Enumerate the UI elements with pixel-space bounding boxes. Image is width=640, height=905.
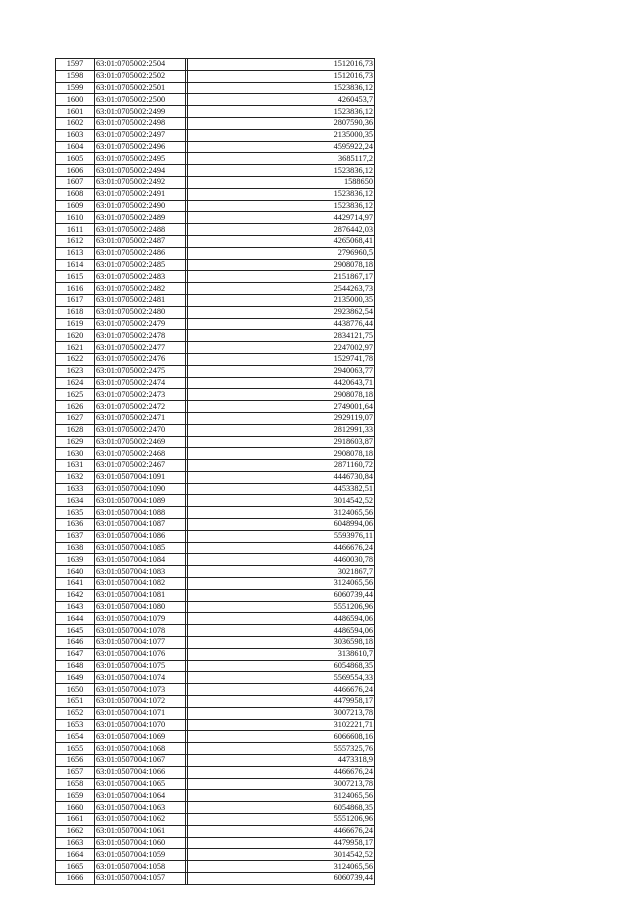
row-number-cell: 1598 [56, 70, 95, 82]
cadastral-value-cell: 1512016,73 [188, 59, 375, 71]
cadastral-number-cell: 63:01:0507004:1069 [95, 731, 186, 743]
cadastral-number-cell: 63:01:0705002:2485 [95, 259, 186, 271]
cadastral-number-cell: 63:01:0507004:1074 [95, 672, 186, 684]
row-number-cell: 1638 [56, 542, 95, 554]
row-number-cell: 1633 [56, 483, 95, 495]
table-row [56, 271, 375, 283]
row-number-cell: 1647 [56, 648, 95, 660]
table-row [56, 436, 375, 448]
cadastral-number-cell: 63:01:0507004:1081 [95, 589, 186, 601]
row-number-cell: 1622 [56, 353, 95, 365]
cadastral-number-cell: 63:01:0705002:2475 [95, 365, 186, 377]
table-row [56, 117, 375, 129]
row-number-cell: 1640 [56, 566, 95, 578]
cadastral-value-cell: 3138610,7 [188, 648, 375, 660]
cadastral-number-cell: 63:01:0507004:1089 [95, 495, 186, 507]
row-number-cell: 1615 [56, 271, 95, 283]
table-row [56, 483, 375, 495]
row-number-cell: 1601 [56, 106, 95, 118]
row-number-cell: 1604 [56, 141, 95, 153]
cadastral-number-cell: 63:01:0507004:1063 [95, 802, 186, 814]
row-number-cell: 1658 [56, 778, 95, 790]
cadastral-number-cell: 63:01:0507004:1091 [95, 471, 186, 483]
cadastral-number-cell: 63:01:0507004:1082 [95, 578, 186, 590]
table-row [56, 106, 375, 118]
table-row [56, 94, 375, 106]
table-row [56, 578, 375, 590]
cadastral-value-cell: 2918603,87 [188, 436, 375, 448]
row-number-cell: 1662 [56, 825, 95, 837]
table-row [56, 814, 375, 826]
row-number-cell: 1635 [56, 507, 95, 519]
cadastral-number-cell: 63:01:0705002:2491 [95, 188, 186, 200]
table-row [56, 743, 375, 755]
cadastral-number-cell: 63:01:0705002:2479 [95, 318, 186, 330]
cadastral-number-cell: 63:01:0705002:2488 [95, 224, 186, 236]
row-number-cell: 1609 [56, 200, 95, 212]
cadastral-value-cell: 4466676,24 [188, 766, 375, 778]
cadastral-number-cell: 63:01:0507004:1085 [95, 542, 186, 554]
cadastral-number-cell: 63:01:0507004:1062 [95, 814, 186, 826]
cadastral-value-cell: 6060739,44 [188, 872, 375, 884]
cadastral-number-cell: 63:01:0705002:2482 [95, 283, 186, 295]
table-row [56, 365, 375, 377]
table-row [56, 306, 375, 318]
table-row [56, 377, 375, 389]
row-number-cell: 1617 [56, 294, 95, 306]
cadastral-number-cell: 63:01:0705002:2502 [95, 70, 186, 82]
table-row [56, 719, 375, 731]
cadastral-number-cell: 63:01:0507004:1060 [95, 837, 186, 849]
cadastral-value-cell: 5557325,76 [188, 743, 375, 755]
cadastral-value-cell: 2871160,72 [188, 460, 375, 472]
cadastral-number-cell: 63:01:0507004:1070 [95, 719, 186, 731]
cadastral-value-cell: 1523836,12 [188, 106, 375, 118]
row-number-cell: 1630 [56, 448, 95, 460]
cadastral-value-cell: 1523836,12 [188, 200, 375, 212]
row-number-cell: 1660 [56, 802, 95, 814]
cadastral-number-cell: 63:01:0507004:1058 [95, 861, 186, 873]
cadastral-number-cell: 63:01:0705002:2497 [95, 129, 186, 141]
row-number-cell: 1600 [56, 94, 95, 106]
cadastral-value-cell: 4486594,06 [188, 613, 375, 625]
cadastral-number-cell: 63:01:0705002:2468 [95, 448, 186, 460]
cadastral-number-cell: 63:01:0507004:1061 [95, 825, 186, 837]
cadastral-number-cell: 63:01:0705002:2494 [95, 165, 186, 177]
row-number-cell: 1627 [56, 412, 95, 424]
cadastral-number-cell: 63:01:0705002:2487 [95, 235, 186, 247]
cadastral-number-cell: 63:01:0705002:2498 [95, 117, 186, 129]
cadastral-value-cell: 2544263,73 [188, 283, 375, 295]
cadastral-value-cell: 3007213,78 [188, 778, 375, 790]
table-body [56, 59, 375, 885]
cadastral-value-cell: 1523836,12 [188, 82, 375, 94]
cadastral-value-cell: 4460030,78 [188, 554, 375, 566]
table-row [56, 342, 375, 354]
cadastral-number-cell: 63:01:0705002:2473 [95, 389, 186, 401]
table-row [56, 188, 375, 200]
cadastral-value-cell: 3124065,56 [188, 578, 375, 590]
cadastral-value-cell: 2876442,03 [188, 224, 375, 236]
cadastral-value-cell: 3124065,56 [188, 507, 375, 519]
cadastral-value-cell: 4595922,24 [188, 141, 375, 153]
cadastral-value-cell: 1512016,73 [188, 70, 375, 82]
cadastral-number-cell: 63:01:0507004:1088 [95, 507, 186, 519]
cadastral-number-cell: 63:01:0705002:2474 [95, 377, 186, 389]
table-row [56, 448, 375, 460]
cadastral-number-cell: 63:01:0507004:1066 [95, 766, 186, 778]
table-row [56, 872, 375, 884]
row-number-cell: 1636 [56, 519, 95, 531]
table-row [56, 542, 375, 554]
cadastral-number-cell: 63:01:0705002:2492 [95, 176, 186, 188]
cadastral-value-cell: 4420643,71 [188, 377, 375, 389]
table-row [56, 294, 375, 306]
cadastral-number-cell: 63:01:0507004:1065 [95, 778, 186, 790]
row-number-cell: 1597 [56, 59, 95, 71]
row-number-cell: 1611 [56, 224, 95, 236]
row-number-cell: 1629 [56, 436, 95, 448]
cadastral-number-cell: 63:01:0705002:2486 [95, 247, 186, 259]
cadastral-value-cell: 3021867,7 [188, 566, 375, 578]
table-row [56, 330, 375, 342]
table-row [56, 530, 375, 542]
table-row [56, 224, 375, 236]
cadastral-number-cell: 63:01:0705002:2470 [95, 424, 186, 436]
table-row [56, 755, 375, 767]
row-number-cell: 1626 [56, 401, 95, 413]
table-row [56, 802, 375, 814]
cadastral-number-cell: 63:01:0705002:2490 [95, 200, 186, 212]
table-row [56, 554, 375, 566]
cadastral-value-table [55, 58, 375, 885]
cadastral-value-cell: 2151867,17 [188, 271, 375, 283]
cadastral-value-cell: 3014542,52 [188, 495, 375, 507]
row-number-cell: 1666 [56, 872, 95, 884]
table-row [56, 507, 375, 519]
cadastral-number-cell: 63:01:0507004:1079 [95, 613, 186, 625]
table-row [56, 259, 375, 271]
cadastral-value-cell: 2796960,5 [188, 247, 375, 259]
cadastral-value-cell: 1523836,12 [188, 188, 375, 200]
cadastral-number-cell: 63:01:0705002:2499 [95, 106, 186, 118]
cadastral-number-cell: 63:01:0507004:1068 [95, 743, 186, 755]
table-row [56, 861, 375, 873]
table-row [56, 790, 375, 802]
table-row [56, 637, 375, 649]
table-row [56, 424, 375, 436]
row-number-cell: 1607 [56, 176, 95, 188]
cadastral-value-cell: 6066608,16 [188, 731, 375, 743]
cadastral-value-cell: 2135000,35 [188, 129, 375, 141]
row-number-cell: 1606 [56, 165, 95, 177]
cadastral-number-cell: 63:01:0507004:1087 [95, 519, 186, 531]
table-row [56, 200, 375, 212]
row-number-cell: 1619 [56, 318, 95, 330]
row-number-cell: 1625 [56, 389, 95, 401]
row-number-cell: 1645 [56, 625, 95, 637]
cadastral-value-cell: 4429714,97 [188, 212, 375, 224]
row-number-cell: 1634 [56, 495, 95, 507]
row-number-cell: 1610 [56, 212, 95, 224]
cadastral-number-cell: 63:01:0705002:2496 [95, 141, 186, 153]
table-row [56, 825, 375, 837]
table-row [56, 601, 375, 613]
row-number-cell: 1639 [56, 554, 95, 566]
cadastral-number-cell: 63:01:0507004:1073 [95, 684, 186, 696]
row-number-cell: 1652 [56, 707, 95, 719]
table-row [56, 731, 375, 743]
cadastral-value-cell: 5593976,11 [188, 530, 375, 542]
table-row [56, 212, 375, 224]
row-number-cell: 1651 [56, 696, 95, 708]
table-row [56, 401, 375, 413]
table-row [56, 625, 375, 637]
row-number-cell: 1646 [56, 637, 95, 649]
cadastral-number-cell: 63:01:0705002:2495 [95, 153, 186, 165]
table-row [56, 660, 375, 672]
table-row [56, 672, 375, 684]
cadastral-value-cell: 4479958,17 [188, 696, 375, 708]
table-row [56, 696, 375, 708]
cadastral-value-cell: 4466676,24 [188, 825, 375, 837]
cadastral-value-cell: 1529741,78 [188, 353, 375, 365]
cadastral-number-cell: 63:01:0507004:1075 [95, 660, 186, 672]
row-number-cell: 1602 [56, 117, 95, 129]
table-row [56, 82, 375, 94]
cadastral-value-cell: 2807590,36 [188, 117, 375, 129]
table-row [56, 471, 375, 483]
cadastral-number-cell: 63:01:0507004:1080 [95, 601, 186, 613]
row-number-cell: 1665 [56, 861, 95, 873]
table-row [56, 460, 375, 472]
row-number-cell: 1608 [56, 188, 95, 200]
cadastral-value-cell: 2929119,07 [188, 412, 375, 424]
row-number-cell: 1649 [56, 672, 95, 684]
cadastral-value-cell: 3102221,71 [188, 719, 375, 731]
row-number-cell: 1599 [56, 82, 95, 94]
cadastral-value-cell: 2247002,97 [188, 342, 375, 354]
cadastral-value-cell: 3685117,2 [188, 153, 375, 165]
cadastral-value-cell: 2908078,18 [188, 448, 375, 460]
cadastral-number-cell: 63:01:0507004:1057 [95, 872, 186, 884]
cadastral-number-cell: 63:01:0507004:1059 [95, 849, 186, 861]
table-row [56, 778, 375, 790]
row-number-cell: 1628 [56, 424, 95, 436]
cadastral-number-cell: 63:01:0705002:2489 [95, 212, 186, 224]
table-row [56, 837, 375, 849]
table-row [56, 153, 375, 165]
row-number-cell: 1655 [56, 743, 95, 755]
cadastral-number-cell: 63:01:0507004:1086 [95, 530, 186, 542]
cadastral-value-cell: 2908078,18 [188, 389, 375, 401]
cadastral-value-cell: 2908078,18 [188, 259, 375, 271]
table-row [56, 589, 375, 601]
cadastral-value-cell: 5569554,33 [188, 672, 375, 684]
table-row [56, 318, 375, 330]
row-number-cell: 1623 [56, 365, 95, 377]
cadastral-number-cell: 63:01:0507004:1072 [95, 696, 186, 708]
cadastral-value-cell: 4473318,9 [188, 755, 375, 767]
cadastral-number-cell: 63:01:0705002:2480 [95, 306, 186, 318]
table-row [56, 519, 375, 531]
row-number-cell: 1613 [56, 247, 95, 259]
row-number-cell: 1661 [56, 814, 95, 826]
row-number-cell: 1605 [56, 153, 95, 165]
table-row [56, 766, 375, 778]
row-number-cell: 1637 [56, 530, 95, 542]
cadastral-number-cell: 63:01:0507004:1083 [95, 566, 186, 578]
row-number-cell: 1664 [56, 849, 95, 861]
table-row [56, 59, 375, 71]
row-number-cell: 1656 [56, 755, 95, 767]
table-row [56, 165, 375, 177]
cadastral-value-cell: 4438776,44 [188, 318, 375, 330]
table-row [56, 141, 375, 153]
cadastral-number-cell: 63:01:0507004:1084 [95, 554, 186, 566]
cadastral-value-cell: 3014542,52 [188, 849, 375, 861]
cadastral-value-cell: 1523836,12 [188, 165, 375, 177]
cadastral-number-cell: 63:01:0705002:2481 [95, 294, 186, 306]
row-number-cell: 1641 [56, 578, 95, 590]
cadastral-value-cell: 6054868,35 [188, 802, 375, 814]
table-row [56, 129, 375, 141]
cadastral-value-cell: 4260453,7 [188, 94, 375, 106]
table-row [56, 353, 375, 365]
row-number-cell: 1612 [56, 235, 95, 247]
row-number-cell: 1620 [56, 330, 95, 342]
cadastral-number-cell: 63:01:0705002:2500 [95, 94, 186, 106]
table-row [56, 495, 375, 507]
cadastral-number-cell: 63:01:0507004:1076 [95, 648, 186, 660]
row-number-cell: 1631 [56, 460, 95, 472]
row-number-cell: 1621 [56, 342, 95, 354]
cadastral-value-cell: 2834121,75 [188, 330, 375, 342]
row-number-cell: 1659 [56, 790, 95, 802]
cadastral-value-cell: 6054868,35 [188, 660, 375, 672]
cadastral-value-cell: 6060739,44 [188, 589, 375, 601]
table-row [56, 235, 375, 247]
cadastral-value-cell: 6048994,06 [188, 519, 375, 531]
table-row [56, 389, 375, 401]
row-number-cell: 1614 [56, 259, 95, 271]
table-row [56, 412, 375, 424]
table-row [56, 849, 375, 861]
cadastral-number-cell: 63:01:0507004:1071 [95, 707, 186, 719]
cadastral-number-cell: 63:01:0705002:2469 [95, 436, 186, 448]
table-row [56, 648, 375, 660]
cadastral-value-cell: 4466676,24 [188, 684, 375, 696]
cadastral-value-cell: 5551206,96 [188, 814, 375, 826]
table-row [56, 176, 375, 188]
cadastral-number-cell: 63:01:0705002:2483 [95, 271, 186, 283]
table-row [56, 566, 375, 578]
row-number-cell: 1650 [56, 684, 95, 696]
cadastral-value-cell: 3036598,18 [188, 637, 375, 649]
table-row [56, 247, 375, 259]
cadastral-number-cell: 63:01:0507004:1090 [95, 483, 186, 495]
table-row [56, 613, 375, 625]
row-number-cell: 1618 [56, 306, 95, 318]
table-row [56, 70, 375, 82]
cadastral-number-cell: 63:01:0705002:2476 [95, 353, 186, 365]
table-row [56, 283, 375, 295]
row-number-cell: 1603 [56, 129, 95, 141]
cadastral-value-cell: 4466676,24 [188, 542, 375, 554]
cadastral-value-cell: 2940063,77 [188, 365, 375, 377]
row-number-cell: 1644 [56, 613, 95, 625]
cadastral-value-cell: 4446730,84 [188, 471, 375, 483]
cadastral-value-cell: 3124065,56 [188, 790, 375, 802]
table-row [56, 684, 375, 696]
row-number-cell: 1624 [56, 377, 95, 389]
cadastral-number-cell: 63:01:0705002:2477 [95, 342, 186, 354]
cadastral-number-cell: 63:01:0507004:1078 [95, 625, 186, 637]
cadastral-value-cell: 3124065,56 [188, 861, 375, 873]
cadastral-number-cell: 63:01:0507004:1064 [95, 790, 186, 802]
cadastral-value-cell: 3007213,78 [188, 707, 375, 719]
cadastral-number-cell: 63:01:0705002:2501 [95, 82, 186, 94]
cadastral-value-cell: 2812991,33 [188, 424, 375, 436]
row-number-cell: 1643 [56, 601, 95, 613]
row-number-cell: 1648 [56, 660, 95, 672]
cadastral-value-cell: 4265068,41 [188, 235, 375, 247]
cadastral-number-cell: 63:01:0705002:2471 [95, 412, 186, 424]
row-number-cell: 1632 [56, 471, 95, 483]
row-number-cell: 1642 [56, 589, 95, 601]
cadastral-number-cell: 63:01:0705002:2467 [95, 460, 186, 472]
cadastral-value-cell: 4486594,06 [188, 625, 375, 637]
cadastral-value-cell: 2749001,64 [188, 401, 375, 413]
row-number-cell: 1663 [56, 837, 95, 849]
row-number-cell: 1654 [56, 731, 95, 743]
cadastral-value-cell: 2923862,54 [188, 306, 375, 318]
cadastral-value-cell: 4479958,17 [188, 837, 375, 849]
row-number-cell: 1653 [56, 719, 95, 731]
cadastral-number-cell: 63:01:0705002:2472 [95, 401, 186, 413]
cadastral-number-cell: 63:01:0507004:1067 [95, 755, 186, 767]
cadastral-value-cell: 2135000,35 [188, 294, 375, 306]
row-number-cell: 1657 [56, 766, 95, 778]
row-number-cell: 1616 [56, 283, 95, 295]
cadastral-number-cell: 63:01:0507004:1077 [95, 637, 186, 649]
table-row [56, 707, 375, 719]
cadastral-number-cell: 63:01:0705002:2478 [95, 330, 186, 342]
cadastral-value-cell: 5551206,96 [188, 601, 375, 613]
cadastral-value-cell: 1588650 [188, 176, 375, 188]
cadastral-value-cell: 4453382,51 [188, 483, 375, 495]
cadastral-number-cell: 63:01:0705002:2504 [95, 59, 186, 71]
